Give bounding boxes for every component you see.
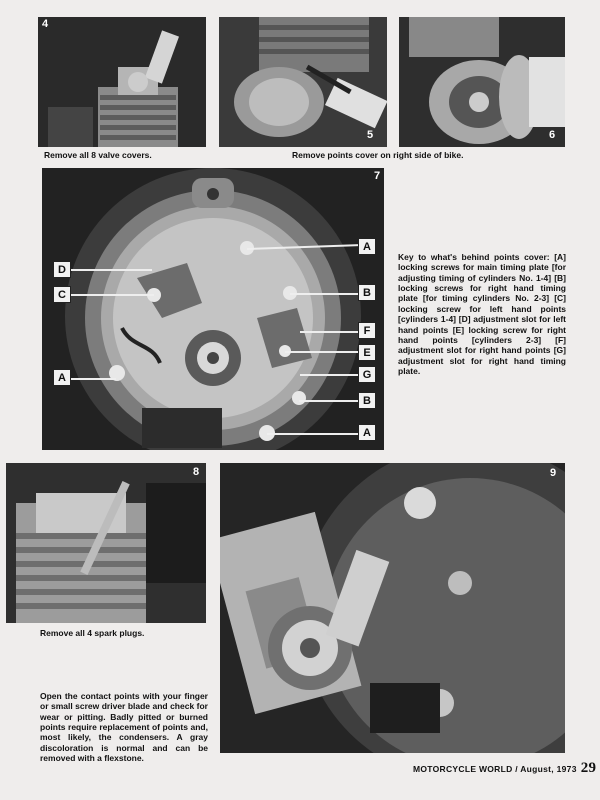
key-description: Key to what's behind points cover: [A] locking screws for main timing plate [for adjusting timing of cylinders No. 1-4] [B] locking screws for right hand timing plate [for timing cylinders No. 2-3] [C] locking screw for left hand points [cylinders 1-4] [D] adjustment slot for left hand points [E] locking screw for right hand points [cylinders 2-3] [F] adjustment slot for right hand points [G] adjustment slot for right hand timing plate. [398, 252, 566, 376]
photo-8-number: 8 [193, 466, 200, 478]
photo-5-number: 5 [367, 129, 374, 141]
photo-valve-covers [38, 17, 206, 147]
caption-photo-8: Remove all 4 spark plugs. [40, 628, 145, 638]
key-label-a-bottom: A [358, 424, 376, 441]
issue-date: August, 1973 [520, 764, 577, 774]
photo-7-number: 7 [374, 170, 381, 182]
photo-spark-plugs [6, 463, 206, 623]
leader-a-left [70, 378, 116, 380]
leader-c [70, 294, 154, 296]
page-number: 29 [580, 760, 597, 776]
key-label-b-top: B [358, 284, 376, 301]
key-label-d: D [53, 261, 71, 278]
leader-e [285, 351, 360, 353]
key-label-c: C [53, 286, 71, 303]
leader-b-top [290, 293, 360, 295]
leader-f [300, 331, 360, 333]
photo-contact-points [220, 463, 565, 753]
key-label-g: G [358, 366, 376, 383]
photo-6-image [399, 17, 565, 147]
photo-points-removed [399, 17, 565, 147]
contact-points-instructions: Open the contact points with your finger or small screw driver blade and check for wear or pitting. Badly pitted or burned points require replacement of points and, most likely, the condensers. A gray discoloration is normal and can be removed with a flexstone. [40, 691, 208, 764]
key-label-a-top: A [358, 238, 376, 255]
photo-8-image [6, 463, 206, 623]
key-label-b-bottom: B [358, 392, 376, 409]
caption-photo-4: Remove all 8 valve covers. [44, 150, 152, 160]
caption-photo-5: Remove points cover on right side of bike. [292, 150, 464, 160]
photo-9-image [220, 463, 565, 753]
photo-9-number: 9 [550, 467, 557, 479]
page-footer [413, 760, 596, 777]
leader-d [70, 269, 152, 271]
photo-5-image [219, 17, 387, 147]
photo-points-cover [219, 17, 387, 147]
photo-points-plate [42, 168, 384, 450]
photo-7-image [42, 168, 384, 450]
leader-g [300, 374, 360, 376]
key-label-e: E [358, 344, 376, 361]
leader-a-bottom [267, 433, 359, 435]
photo-4-image [38, 17, 206, 147]
leader-b-bottom [299, 400, 359, 402]
photo-6-number: 6 [549, 129, 556, 141]
photo-4-number: 4 [42, 18, 49, 30]
key-label-f: F [358, 322, 376, 339]
key-label-a-left: A [53, 369, 71, 386]
publication-name: MOTORCYCLE WORLD [413, 764, 513, 774]
footer-separator: / [512, 764, 521, 774]
